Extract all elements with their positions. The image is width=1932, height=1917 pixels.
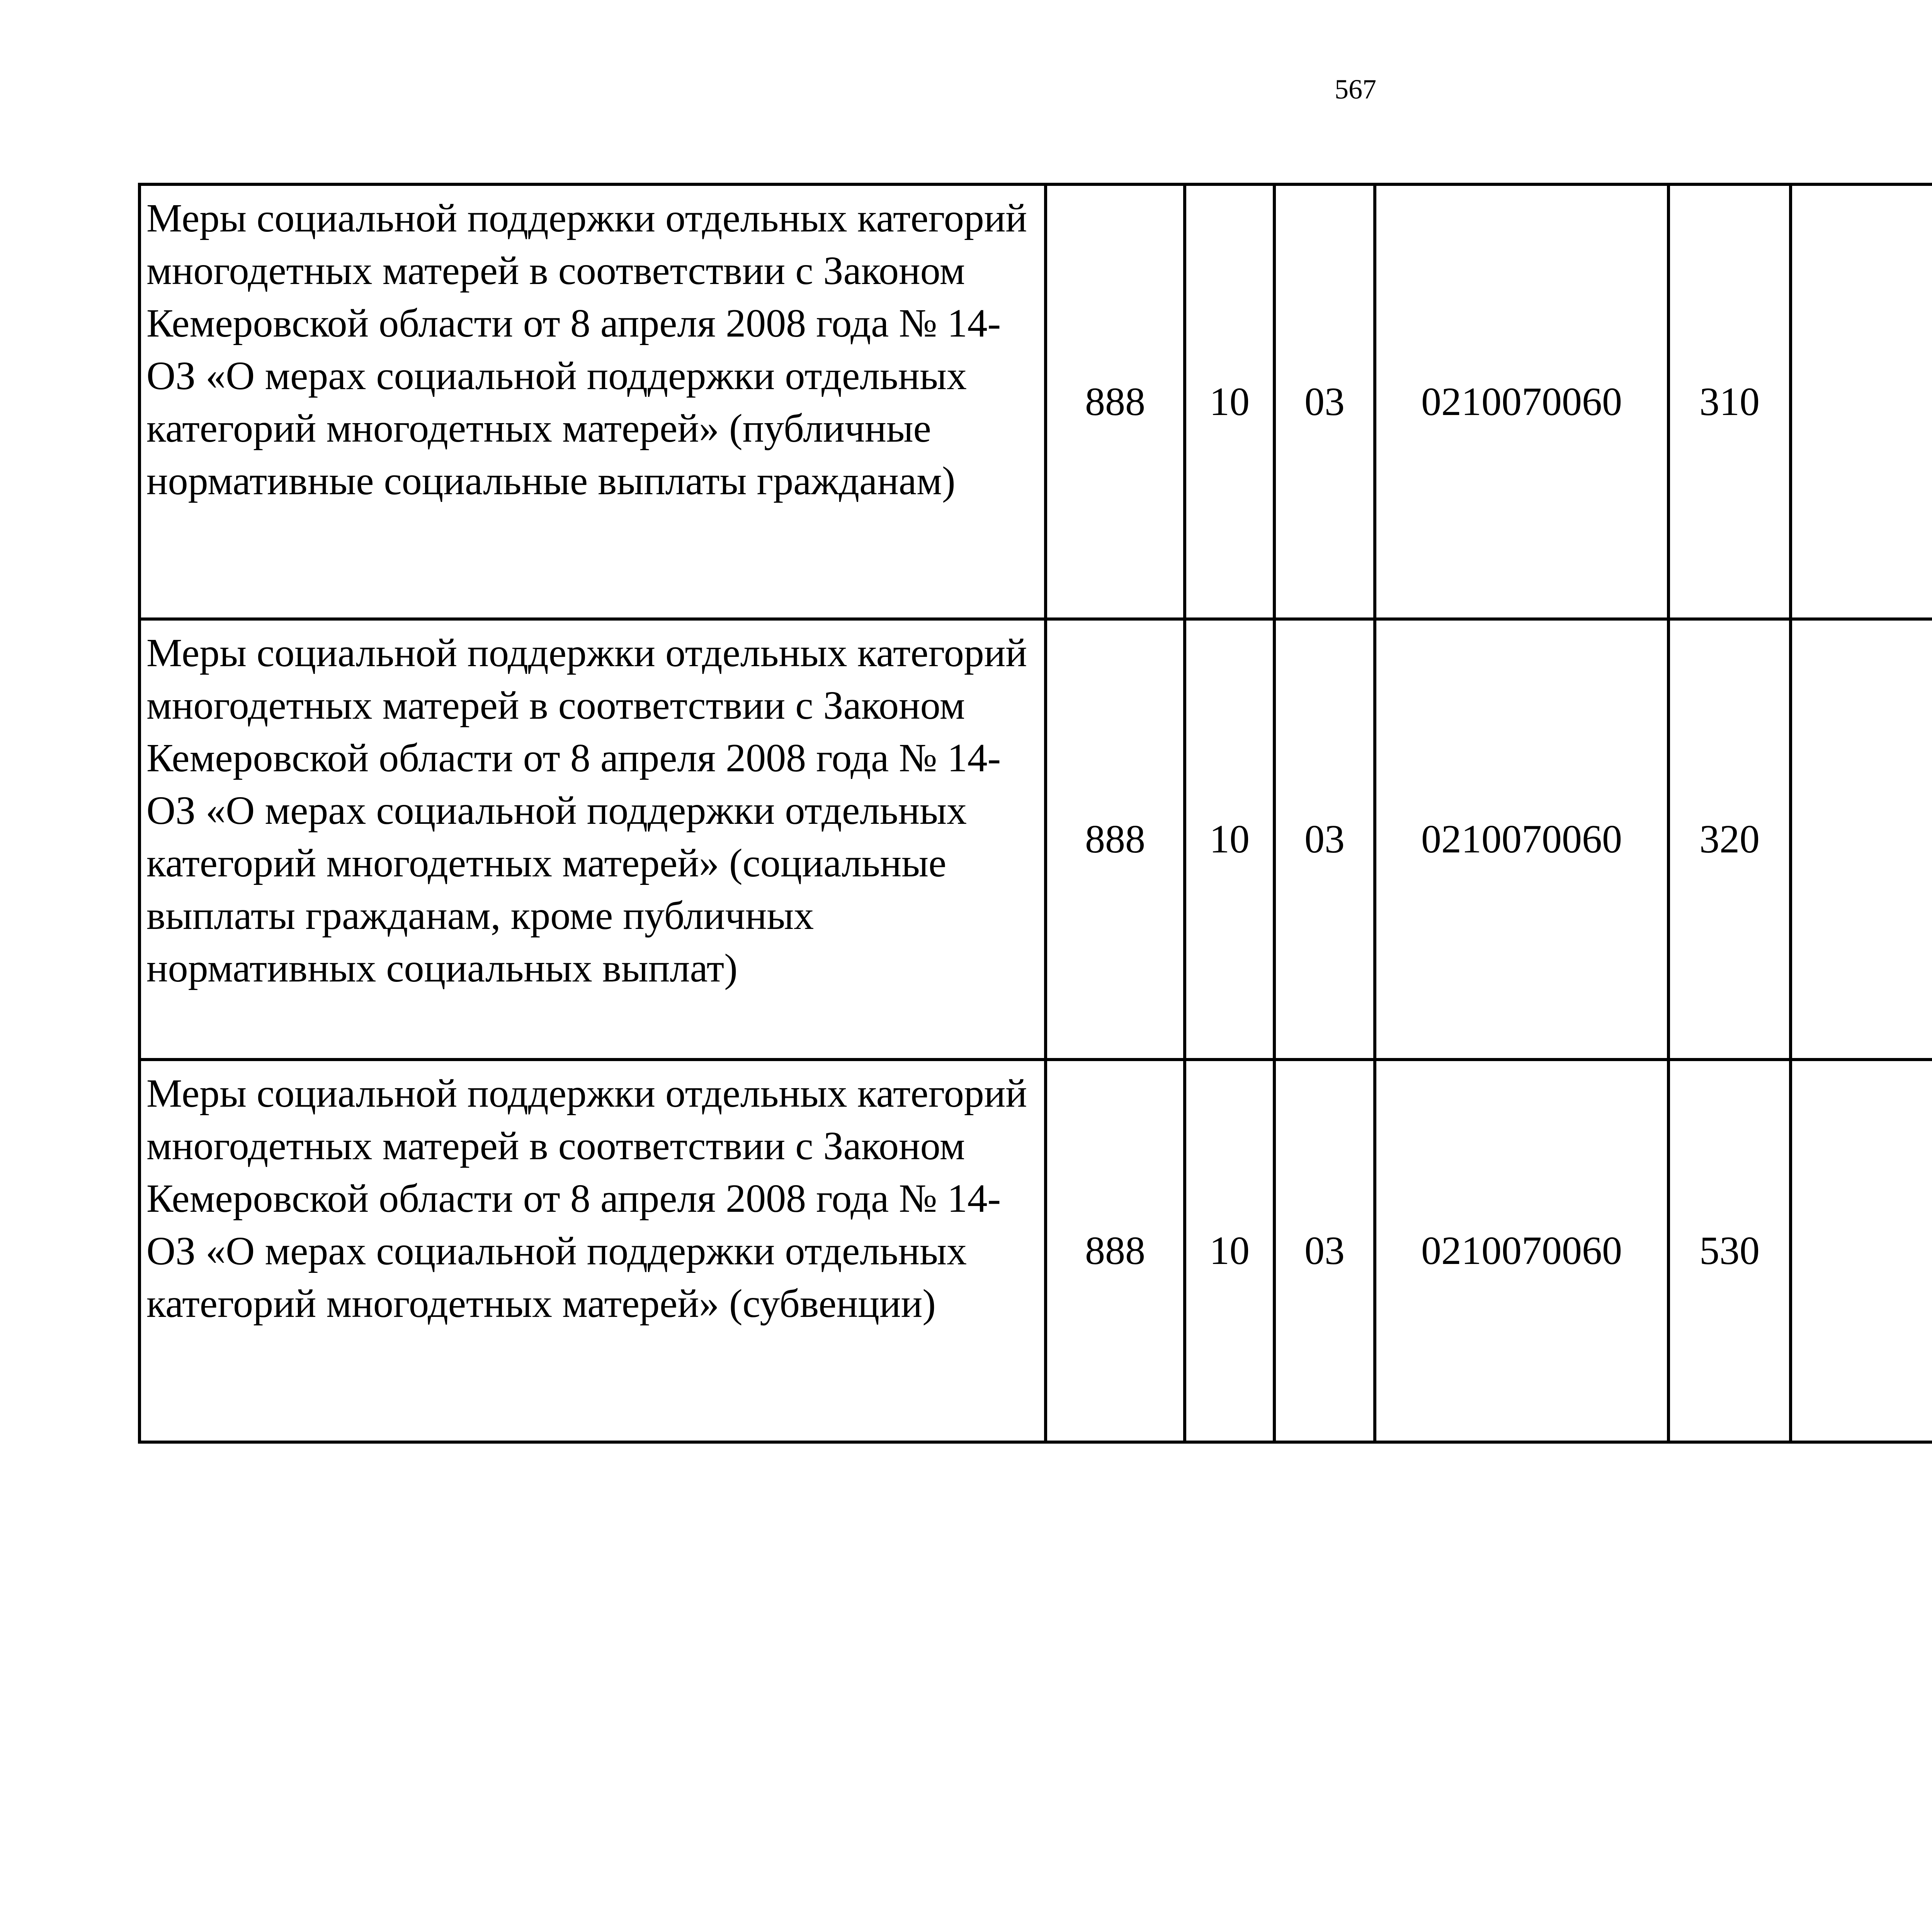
subsection-code: 03	[1274, 1060, 1375, 1442]
ministry-code: 888	[1046, 619, 1185, 1060]
row-description: Меры социальной поддержки отдельных категорий многодетных матерей в соответствии с Законом Кемеровской области от 8 апреля 2008 года № 14-ОЗ «О мерах социальной поддержки отдельных категорий многодетных матерей» (субвенции)	[139, 1060, 1046, 1442]
target-article-code: 0210070060	[1375, 1060, 1668, 1442]
ministry-code: 888	[1046, 1060, 1185, 1442]
target-article-code: 0210070060	[1375, 619, 1668, 1060]
section-code: 10	[1185, 184, 1274, 619]
expense-type-code: 530	[1668, 1060, 1791, 1442]
ministry-code: 888	[1046, 184, 1185, 619]
table-row	[139, 1060, 1932, 1442]
table-row	[139, 619, 1932, 1060]
page-number: 567	[1335, 74, 1376, 105]
expense-type-code: 320	[1668, 619, 1791, 1060]
amount-1	[1791, 1060, 1932, 1442]
row-description: Меры социальной поддержки отдельных категорий многодетных матерей в соответствии с Законом Кемеровской области от 8 апреля 2008 года № 14-ОЗ «О мерах социальной поддержки отдельных категорий многодетных матерей» (социальные выплаты гражданам, кроме публичных нормативных социальных выплат)	[139, 619, 1046, 1060]
table-row	[139, 184, 1932, 619]
subsection-code: 03	[1274, 184, 1375, 619]
section-code: 10	[1185, 1060, 1274, 1442]
row-description: Меры социальной поддержки отдельных категорий многодетных матерей в соответствии с Законом Кемеровской области от 8 апреля 2008 года № 14-ОЗ «О мерах социальной поддержки отдельных категорий многодетных матерей» (публичные нормативные социальные выплаты гражданам)	[139, 184, 1046, 619]
expense-type-code: 310	[1668, 184, 1791, 619]
amount-1	[1791, 184, 1932, 619]
budget-table	[138, 183, 1932, 1444]
subsection-code: 03	[1274, 619, 1375, 1060]
amount-1	[1791, 619, 1932, 1060]
target-article-code: 0210070060	[1375, 184, 1668, 619]
section-code: 10	[1185, 619, 1274, 1060]
